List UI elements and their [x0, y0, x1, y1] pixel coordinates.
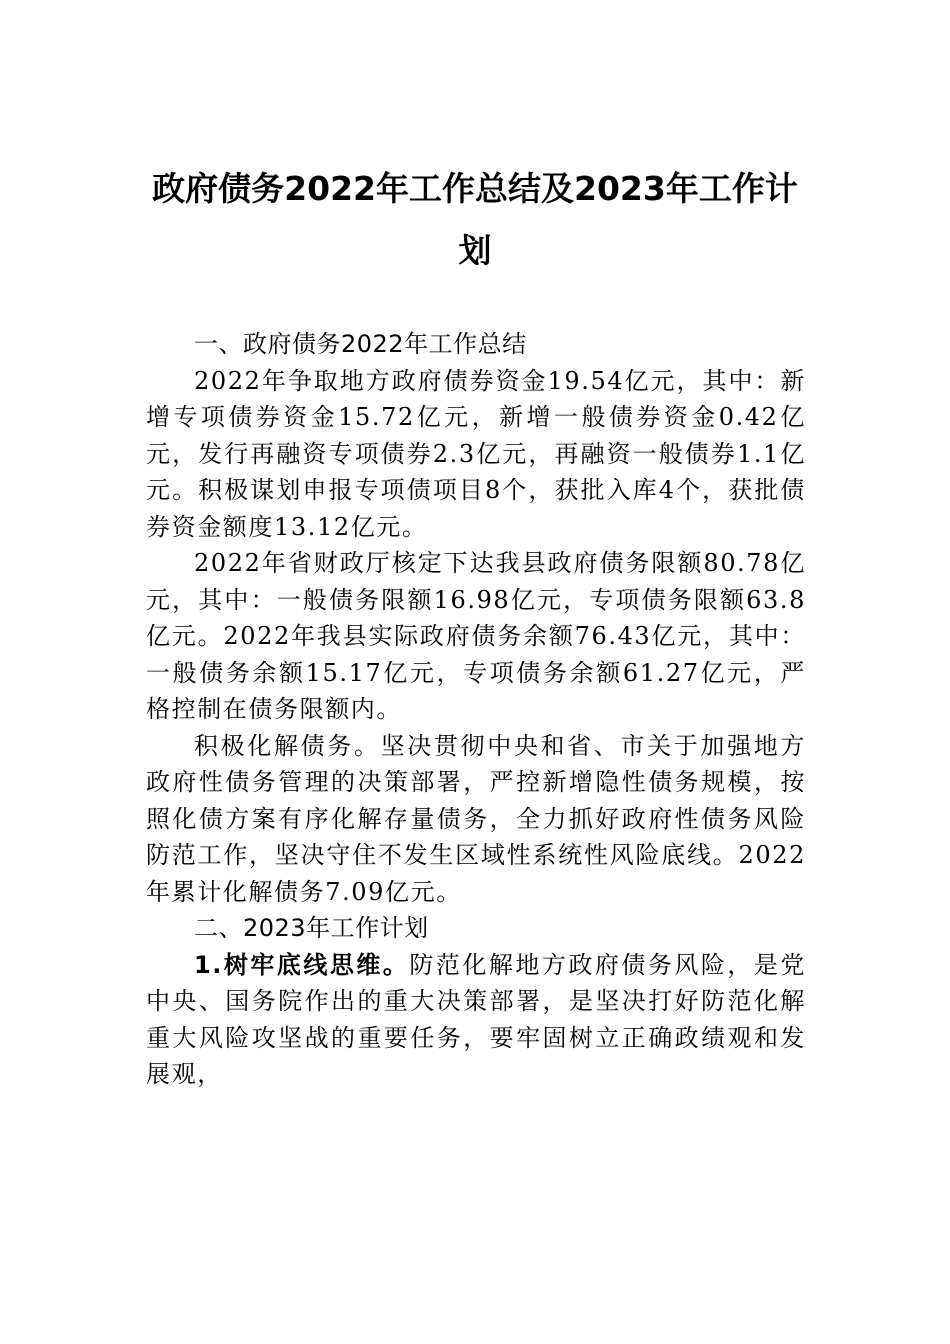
- paragraph-lead: 1.树牢底线思维。: [194, 950, 410, 979]
- document-body: [146, 326, 806, 1093]
- paragraph-debt-resolution: 积极化解债务。坚决贯彻中央和省、市关于加强地方政府性债务管理的决策部署，严控新增隐性债务规模，按照化债方案有序化解存量债务，全力抓好政府性债务风险防范工作，坚决守住不发生区域性系统性风险底线。2022年累计化解债务7.09亿元。: [146, 731, 806, 906]
- section-heading-plan: 二、2023年工作计划: [194, 914, 429, 942]
- section-heading-summary: 一、政府债务2022年工作总结: [194, 330, 527, 358]
- paragraph-text: 防范化解地方政府债务风险，是党中央、国务院作出的重大决策部署，是坚决打好防范化解重大风险攻坚战的重要任务，要牢固树立正确政绩观和发展观，: [146, 950, 807, 1088]
- paragraph-bottom-line: [146, 947, 806, 1093]
- document-title: 政府债务2022年工作总结及2023年工作计划: [152, 169, 798, 270]
- paragraph-debt-limit: 2022年省财政厅核定下达我县政府债务限额80.78亿元，其中：一般债务限额16.98亿元，专项债务限额63.8亿元。2022年我县实际政府债务余额76.43亿元，其中：一般债务余额15.17亿元，专项债务余额61.27亿元，严格控制在债务限额内。: [146, 549, 806, 723]
- paragraph-bond-funds: 2022年争取地方政府债券资金19.54亿元，其中：新增专项债券资金15.72亿元，新增一般债券资金0.42亿元，发行再融资专项债券2.3亿元，再融资一般债券1.1亿元。积极谋划申报专项债项目8个，获批入库4个，获批债券资金额度13.12亿元。: [146, 366, 806, 541]
